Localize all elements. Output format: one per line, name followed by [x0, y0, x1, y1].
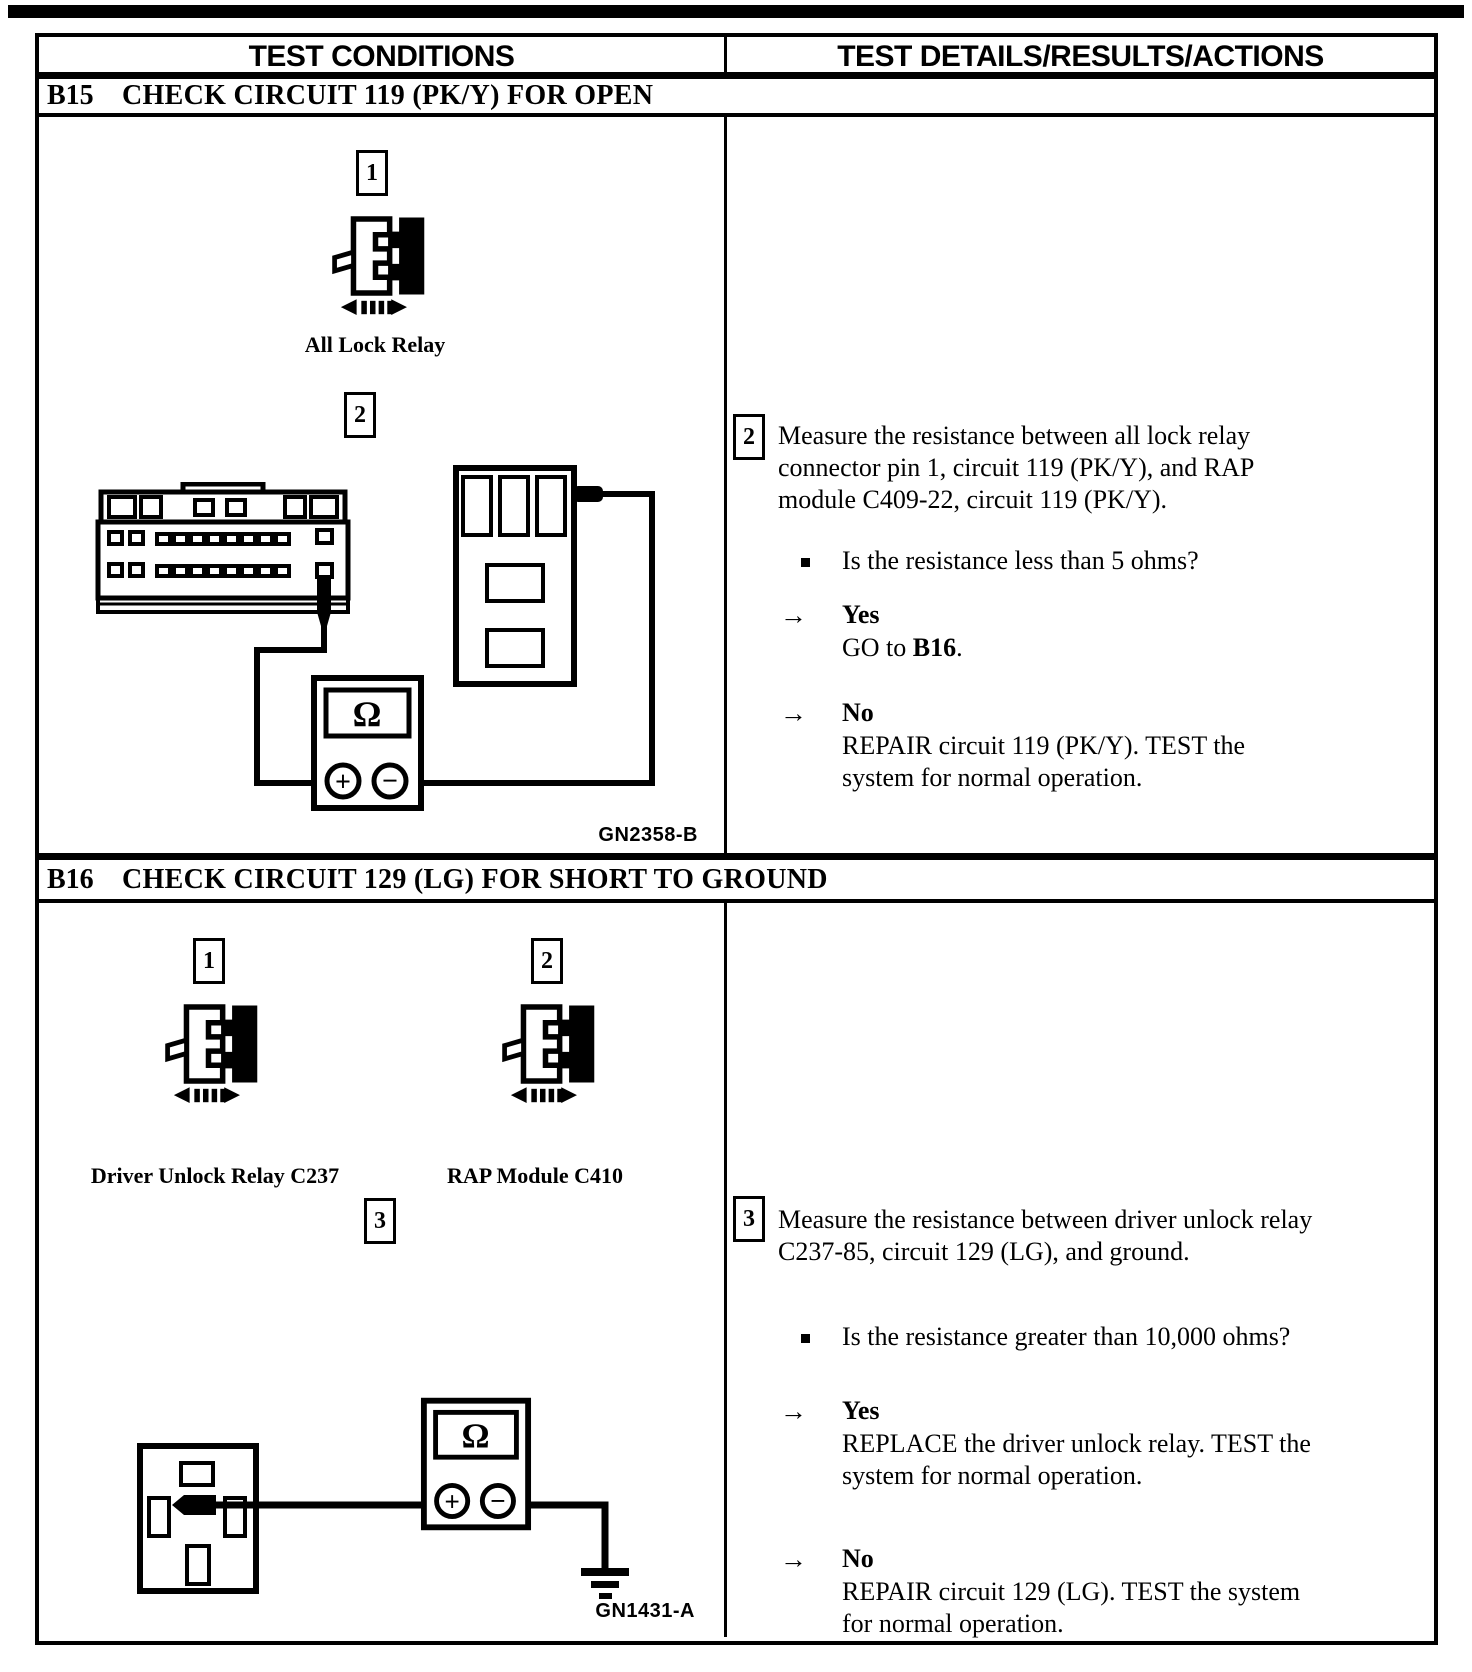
column-header-test-conditions: TEST CONDITIONS [248, 40, 515, 73]
b16-step3-box [364, 1198, 396, 1244]
plus-symbol: + [335, 767, 351, 798]
minus-symbol: − [490, 1485, 506, 1516]
b16-step1-box [193, 938, 225, 984]
b16-question: Is the resistance greater than 10,000 ohms? [842, 1322, 1291, 1351]
instruction-line: Measure the resistance between all lock relay [778, 421, 1251, 450]
b15-step2-number: 2 [354, 401, 366, 428]
action-line: REPAIR circuit 119 (PK/Y). TEST the [842, 731, 1245, 760]
ohm-symbol: Ω [352, 694, 382, 734]
b16-no-label: No [842, 1544, 874, 1573]
yes-action-pre: GO to [842, 633, 913, 662]
b16-detail-step-number: 3 [743, 1205, 755, 1232]
probe-tip [573, 486, 603, 502]
no-arrow-icon: → [780, 698, 807, 728]
b16-connector2-label: RAP Module C410 [447, 1163, 623, 1188]
yes-arrow-icon: → [780, 600, 807, 630]
b15-section-title: CHECK CIRCUIT 119 (PK/Y) FOR OPEN [122, 80, 654, 111]
yes-arrow-icon: → [780, 1396, 807, 1426]
b15-detail-step-number: 2 [743, 423, 755, 450]
action-line: system for normal operation. [842, 1461, 1143, 1490]
b16-step2-number: 2 [541, 947, 553, 974]
plus-symbol: + [444, 1486, 460, 1517]
minus-symbol: − [382, 766, 398, 797]
b15-detail-step-box [733, 414, 765, 460]
probe-tip [172, 1495, 216, 1515]
b15-step2-box [344, 392, 376, 438]
b15-step1-box [356, 150, 388, 196]
b15-yes-label: Yes [842, 600, 880, 629]
b15-section-id: B15 [47, 80, 94, 111]
b15-question: Is the resistance less than 5 ohms? [842, 546, 1199, 575]
action-line: system for normal operation. [842, 763, 1143, 792]
b16-detail-step-box [733, 1196, 765, 1242]
no-arrow-icon: → [780, 1544, 807, 1574]
b16-step2-box [531, 938, 563, 984]
action-line: for normal operation. [842, 1609, 1064, 1638]
column-header-test-details: TEST DETAILS/RESULTS/ACTIONS [837, 40, 1324, 73]
action-line: REPAIR circuit 129 (LG). TEST the system [842, 1577, 1301, 1606]
instruction-line: connector pin 1, circuit 119 (PK/Y), and RAP [778, 453, 1255, 482]
b16-figure-code: GN1431-A [595, 1600, 695, 1622]
yes-action-post: . [956, 633, 963, 662]
b16-section-id: B16 [47, 864, 94, 895]
action-line: REPLACE the driver unlock relay. TEST the [842, 1429, 1311, 1458]
b16-section-title: CHECK CIRCUIT 129 (LG) FOR SHORT TO GROUND [122, 864, 828, 895]
b15-no-label: No [842, 698, 874, 727]
ohm-symbol: Ω [461, 1416, 490, 1456]
b16-yes-label: Yes [842, 1396, 880, 1425]
b16-step3-number: 3 [374, 1207, 386, 1234]
instruction-line: C237-85, circuit 129 (LG), and ground. [778, 1237, 1190, 1266]
b16-connector1-label: Driver Unlock Relay C237 [90, 1163, 340, 1188]
instruction-line: Measure the resistance between driver unlock relay [778, 1205, 1313, 1234]
b15-connector-label: All Lock Relay [304, 332, 446, 357]
b15-figure-code: GN2358-B [598, 824, 698, 846]
b15-step1-number: 1 [366, 159, 378, 186]
probe-tip [317, 576, 331, 626]
b16-step1-number: 1 [203, 947, 215, 974]
yes-action-target: B16 [912, 633, 957, 662]
instruction-line: module C409-22, circuit 119 (PK/Y). [778, 485, 1167, 514]
